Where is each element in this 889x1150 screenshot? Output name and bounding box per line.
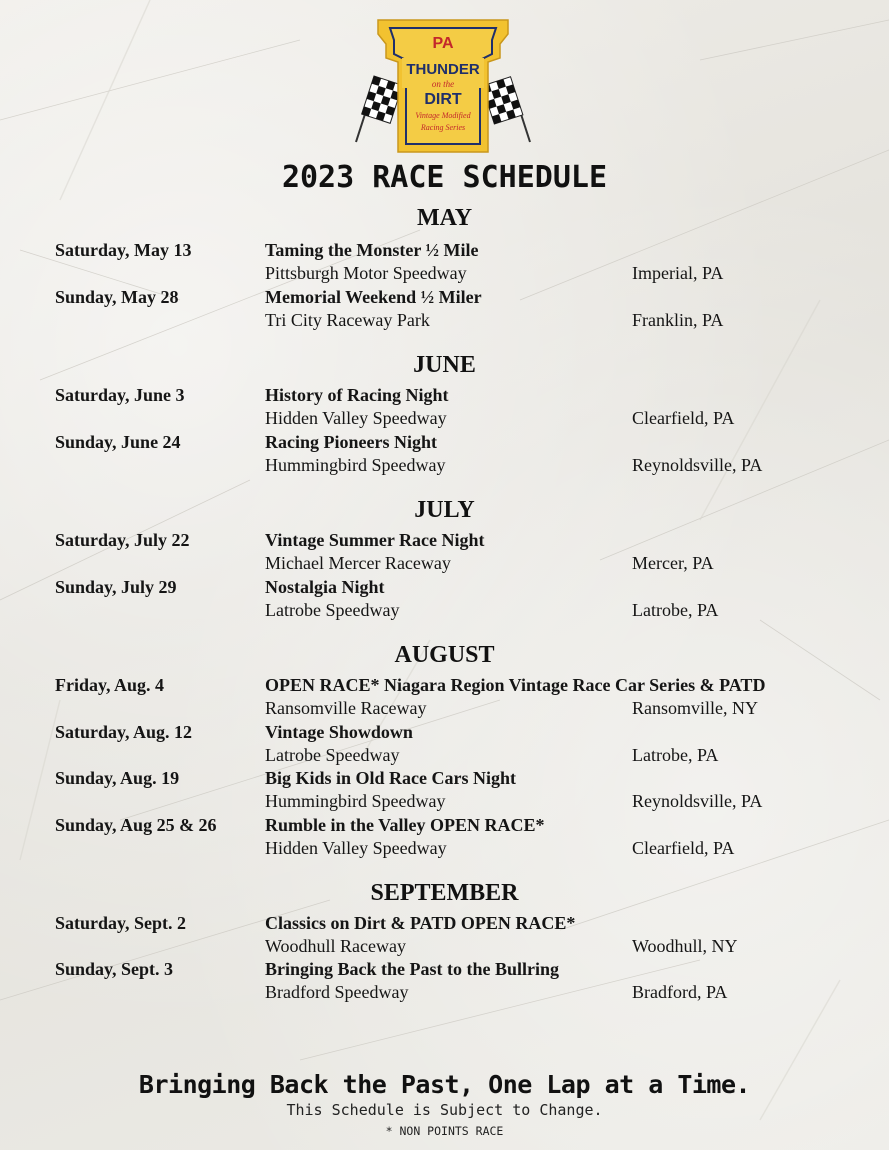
race-city: Bradford, PA: [632, 982, 728, 1002]
page-title: 2023 RACE SCHEDULE: [281, 160, 608, 195]
footer-tagline: Bringing Back the Past, One Lap at a Time.: [138, 1070, 751, 1099]
svg-text:THUNDER: THUNDER: [406, 61, 480, 78]
month-heading-september: SEPTEMBER: [370, 880, 519, 906]
race-date: Sunday, Aug 25 & 26: [55, 815, 217, 835]
race-event: OPEN RACE* Niagara Region Vintage Race Car Series & PATD: [265, 675, 766, 695]
month-heading-august: AUGUST: [394, 642, 495, 668]
race-date: Saturday, Sept. 2: [55, 913, 187, 933]
race-date: Saturday, July 22: [55, 530, 190, 550]
race-track: Tri City Raceway Park: [265, 310, 430, 330]
race-city: Franklin, PA: [632, 310, 724, 330]
race-date: Sunday, Aug. 19: [55, 768, 180, 788]
race-track: Ransomville Raceway: [265, 698, 427, 718]
race-track: Hidden Valley Speedway: [265, 408, 447, 428]
race-track: Hummingbird Speedway: [265, 791, 446, 811]
race-city: Reynoldsville, PA: [632, 791, 763, 811]
race-track: Latrobe Speedway: [265, 745, 400, 765]
svg-text:Racing Series: Racing Series: [420, 123, 466, 132]
month-heading-june: JUNE: [413, 352, 476, 378]
race-city: Reynoldsville, PA: [632, 455, 763, 475]
race-date: Sunday, Sept. 3: [55, 959, 174, 979]
race-city: Imperial, PA: [632, 263, 724, 283]
checkered-flag-icon: [482, 77, 530, 142]
race-event: History of Racing Night: [265, 385, 449, 405]
race-event: Big Kids in Old Race Cars Night: [265, 768, 517, 788]
race-event: Taming the Monster ½ Mile: [265, 240, 479, 260]
race-event: Classics on Dirt & PATD OPEN RACE*: [265, 913, 576, 933]
race-city: Clearfield, PA: [632, 408, 735, 428]
race-city: Woodhull, NY: [632, 936, 738, 956]
race-track: Michael Mercer Raceway: [265, 553, 451, 573]
race-date: Sunday, June 24: [55, 432, 181, 452]
series-logo: [350, 14, 536, 164]
race-city: Ransomville, NY: [632, 698, 758, 718]
race-city: Latrobe, PA: [632, 745, 719, 765]
race-city: Clearfield, PA: [632, 838, 735, 858]
race-city: Latrobe, PA: [632, 600, 719, 620]
race-event: Memorial Weekend ½ Miler: [265, 287, 482, 307]
checkered-flag-icon: [356, 76, 403, 142]
month-heading-july: JULY: [414, 497, 475, 523]
race-track: Woodhull Raceway: [265, 936, 407, 956]
race-event: Racing Pioneers Night: [265, 432, 437, 452]
footer-note: * NON POINTS RACE: [385, 1124, 504, 1138]
month-heading-may: MAY: [416, 205, 473, 231]
race-date: Saturday, Aug. 12: [55, 722, 193, 742]
race-track: Hummingbird Speedway: [265, 455, 446, 475]
keystone-logo: [378, 20, 508, 152]
race-track: Latrobe Speedway: [265, 600, 400, 620]
race-date: Saturday, June 3: [55, 385, 185, 405]
svg-text:PA: PA: [432, 35, 454, 52]
race-event: Bringing Back the Past to the Bullring: [265, 959, 560, 979]
race-date: Saturday, May 13: [55, 240, 192, 260]
svg-text:DIRT: DIRT: [424, 91, 462, 108]
race-track: Hidden Valley Speedway: [265, 838, 447, 858]
race-event: Rumble in the Valley OPEN RACE*: [265, 815, 545, 835]
race-event: Nostalgia Night: [265, 577, 385, 597]
race-event: Vintage Summer Race Night: [265, 530, 485, 550]
race-date: Sunday, May 28: [55, 287, 179, 307]
race-event: Vintage Showdown: [265, 722, 413, 742]
race-track: Pittsburgh Motor Speedway: [265, 263, 467, 283]
svg-text:on the: on the: [431, 79, 455, 89]
footer-notice: This Schedule is Subject to Change.: [286, 1101, 603, 1119]
race-track: Bradford Speedway: [265, 982, 409, 1002]
svg-text:Vintage Modified: Vintage Modified: [415, 111, 471, 120]
race-city: Mercer, PA: [632, 553, 714, 573]
race-date: Friday, Aug. 4: [55, 675, 165, 695]
race-date: Sunday, July 29: [55, 577, 177, 597]
